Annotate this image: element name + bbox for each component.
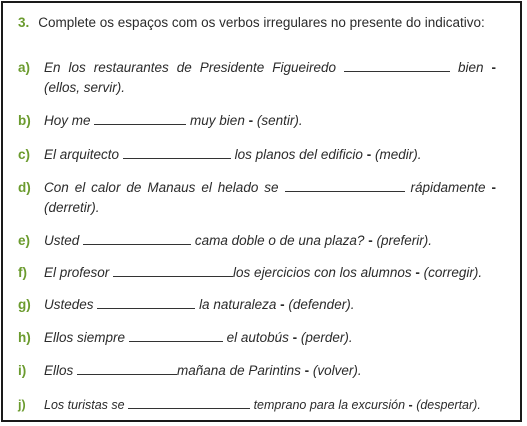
item-letter: j)	[18, 398, 26, 412]
item-verb-hint: (corregir).	[423, 265, 483, 280]
item-verb-hint: (perder).	[300, 330, 353, 345]
exercise-header	[18, 15, 485, 30]
item-letter: e)	[18, 233, 31, 248]
item-sentence	[44, 328, 496, 348]
sentence-start: Con el calor de Manaus el helado se	[44, 180, 279, 195]
item-g	[18, 295, 496, 315]
answer-blank[interactable]	[83, 231, 191, 245]
answer-blank[interactable]	[344, 58, 450, 72]
sentence-start: El profesor	[44, 265, 110, 280]
sentence-start: Ellos siempre	[44, 330, 126, 345]
item-d	[18, 178, 496, 218]
sentence-start: En los restaurantes de Presidente Figueiredo	[44, 60, 337, 75]
item-sentence	[44, 395, 496, 415]
item-c	[18, 145, 496, 165]
answer-blank[interactable]	[94, 111, 186, 125]
item-sentence	[44, 178, 496, 198]
item-a	[18, 58, 496, 98]
sentence-start: El arquitecto	[44, 147, 120, 162]
exercise-number: 3.	[18, 15, 30, 30]
dash: -	[408, 398, 413, 412]
item-verb-hint: (preferir).	[376, 233, 432, 248]
item-b	[18, 111, 496, 131]
dash: -	[292, 330, 298, 345]
item-f	[18, 263, 496, 283]
dash: -	[368, 233, 373, 248]
sentence-start: Ellos	[44, 363, 74, 378]
item-sentence	[44, 145, 496, 165]
answer-blank[interactable]	[129, 328, 223, 342]
answer-blank[interactable]	[123, 145, 231, 159]
dash: -	[491, 60, 496, 75]
item-letter: h)	[18, 330, 31, 345]
item-verb-hint: (defender).	[288, 297, 355, 312]
sentence-end: mañana de Parintins	[177, 363, 301, 378]
sentence-end: temprano para la excursión	[253, 398, 406, 412]
sentence-end: los planos del edificio	[234, 147, 363, 162]
item-sentence	[44, 263, 496, 283]
dash: -	[415, 265, 420, 280]
item-letter: f)	[18, 265, 27, 280]
item-verb-hint: (ellos, servir).	[44, 80, 126, 95]
dash: -	[304, 363, 310, 378]
item-i	[18, 361, 496, 381]
sentence-end: bien	[457, 60, 484, 75]
sentence-end: cama doble o de una plaza?	[194, 233, 365, 248]
sentence-end: los ejercicios con los alumnos	[233, 265, 412, 280]
exercise-instruction: Complete os espaços com os verbos irregulares no presente do indicativo:	[38, 15, 485, 30]
item-sentence	[44, 361, 496, 381]
item-sentence	[44, 295, 496, 315]
item-e	[18, 231, 496, 251]
dash: -	[366, 147, 372, 162]
item-letter: d)	[18, 180, 31, 195]
item-verb-hint: (sentir).	[256, 113, 303, 128]
dash: -	[280, 297, 285, 312]
item-letter: i)	[18, 363, 27, 378]
sentence-start: Hoy me	[44, 113, 91, 128]
item-sentence	[44, 111, 496, 131]
item-h	[18, 328, 496, 348]
item-letter: b)	[18, 113, 31, 128]
sentence-start: Los turistas se	[44, 398, 125, 412]
item-verb-hint: (despertar).	[416, 398, 481, 412]
item-verb-hint: (derretir).	[44, 200, 100, 215]
answer-blank[interactable]	[113, 263, 233, 277]
item-verb-hint: (volver).	[312, 363, 362, 378]
sentence-end: muy bien	[190, 113, 245, 128]
answer-blank[interactable]	[128, 395, 250, 409]
sentence-end: la naturaleza	[199, 297, 277, 312]
dash: -	[491, 180, 496, 195]
item-j	[18, 395, 496, 415]
answer-blank[interactable]	[285, 178, 405, 192]
item-letter: g)	[18, 297, 31, 312]
sentence-end: rápidamente	[410, 180, 486, 195]
item-sentence	[44, 231, 496, 251]
sentence-start: Usted	[44, 233, 80, 248]
item-letter: a)	[18, 60, 31, 75]
answer-blank[interactable]	[77, 361, 177, 375]
sentence-end: el autobús	[226, 330, 289, 345]
dash: -	[248, 113, 254, 128]
item-sentence	[44, 58, 496, 78]
answer-blank[interactable]	[97, 295, 195, 309]
item-verb-hint: (medir).	[374, 147, 422, 162]
sentence-start: Ustedes	[44, 297, 94, 312]
item-letter: c)	[18, 147, 31, 162]
